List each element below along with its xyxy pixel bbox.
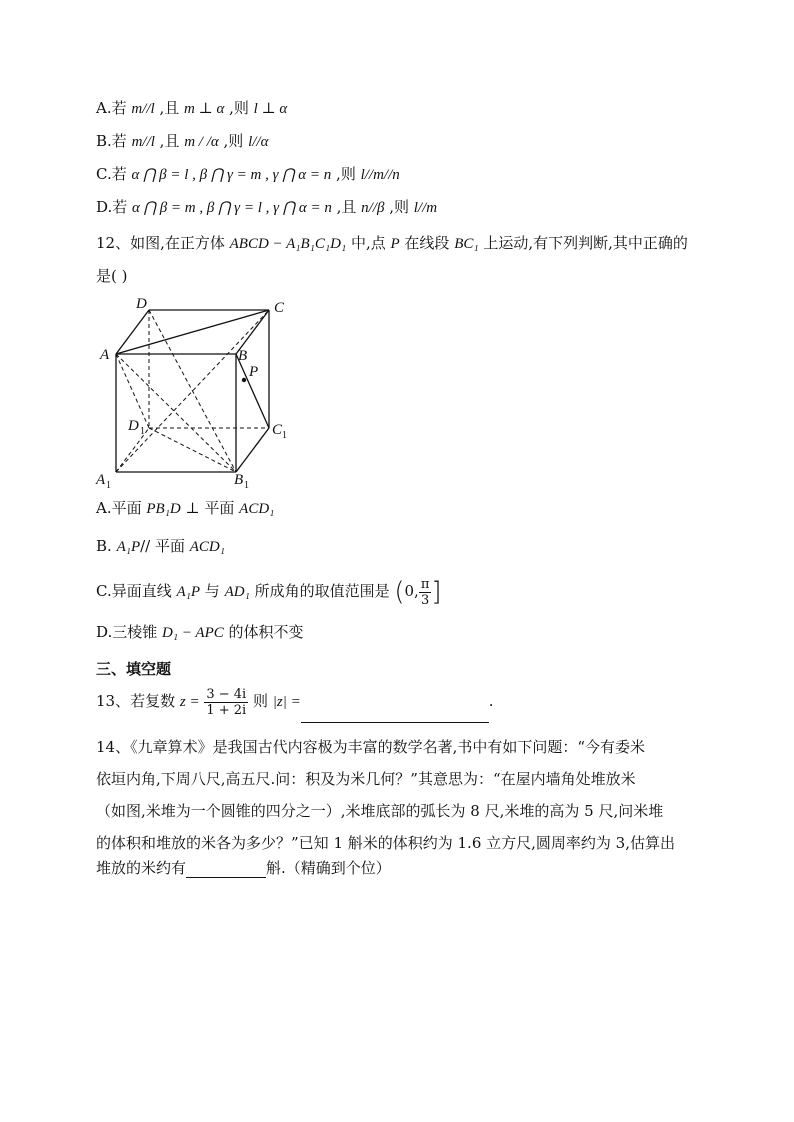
right-bracket: ]	[431, 577, 442, 607]
q12-stem-line1: 12、如图,在正方体 ABCD − A₁B₁C₁D₁ 中,点 P 在线段 BC₁ 上运动,有下列判断,其中正确的	[96, 234, 688, 252]
q11-option-d: D.若 α ⋂ β = m , β ⋂ γ = l , γ ⋂ α = n ,且 n//β ,则 l//m	[96, 198, 438, 216]
label-c: C	[274, 300, 285, 316]
label-a1-sub: 1	[106, 480, 111, 491]
label-c1: C	[272, 422, 283, 438]
left-paren: (	[394, 577, 405, 607]
label-d1-sub: 1	[140, 426, 145, 437]
label-d: D	[136, 296, 147, 312]
q14-line3: （如图,米堆为一个圆锥的四分之一）,米堆底部的弧长为 8 尺,米堆的高为 5 尺,问米堆	[96, 802, 664, 820]
q12-option-b: B. A₁P// 平面 ACD₁	[96, 537, 225, 555]
q14-line4: 的体积和堆放的米各为多少？”已知 1 斛米的体积约为 1.6 立方尺,圆周率约为 3,估算出	[96, 834, 675, 852]
label-c1-sub: 1	[282, 430, 287, 441]
q13-line: 13、若复数 z = $\frac{3 - 4i}{1 + 2i}$ 则 |z| = .	[96, 680, 494, 723]
label-b1: B	[234, 472, 244, 488]
q11-option-c: C.若 α ⋂ β = l , β ⋂ γ = m , γ ⋂ α = n ,则 l//m//n	[96, 165, 400, 183]
answer-blank-14[interactable]	[186, 863, 266, 878]
q11-option-b: B.若 m//l ,且 m / /α ,则 l//α	[96, 132, 269, 150]
answer-blank-13[interactable]	[301, 708, 489, 723]
cube-figure	[94, 292, 304, 492]
q11-option-a: A.若 m//l ,且 m ⊥ α ,则 l ⊥ α	[96, 99, 288, 117]
complex-fraction: $\frac{3 - 4i}{1 + 2i}$	[206, 686, 247, 718]
q12-stem-line2: 是( )	[96, 267, 128, 285]
label-d1: D	[128, 418, 139, 434]
label-p: P	[249, 364, 259, 380]
q14-line5: 堆放的米约有 斛.（精确到个位）	[96, 859, 391, 877]
section-heading: 三、填空题	[96, 660, 172, 678]
q12-option-d: D.三棱锥 D₁ − APC 的体积不变	[96, 623, 304, 641]
q12-option-c: C.异面直线 A₁P 与 AD₁ 所成角的取值范围是 (0, $\frac{\pi}{3}$ ]	[96, 576, 442, 608]
pi-over-3-fraction: $\frac{\pi}{3}$	[420, 576, 430, 608]
label-b: B	[238, 348, 248, 364]
q14-line2: 依垣内角,下周八尺,高五尺.问：积及为米几何？”其意思为：“在屋内墙角处堆放米	[96, 770, 636, 788]
label-a: A	[100, 347, 110, 363]
label-b1-sub: 1	[244, 480, 249, 491]
q14-line1: 14、《九章算术》是我国古代内容极为丰富的数学名著,书中有如下问题：“今有委米	[96, 738, 646, 756]
label-a1: A	[96, 472, 106, 488]
q12-option-a: A.平面 PB₁D ⊥ 平面 ACD₁	[96, 499, 275, 517]
